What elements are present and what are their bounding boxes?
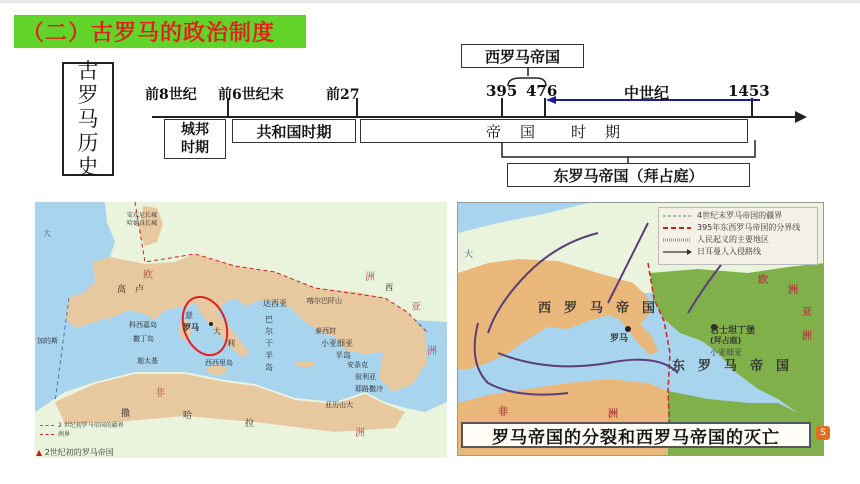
lm-europe: 欧 bbox=[143, 270, 153, 281]
lm-asia-zhou: 洲 bbox=[427, 346, 437, 357]
legend-text: 洲界 bbox=[58, 431, 71, 438]
rm-da: 大 bbox=[464, 250, 474, 260]
rm-constantinople-2: (拜占庭) bbox=[710, 336, 742, 345]
legend-text: 4世纪末罗马帝国的疆界 bbox=[697, 211, 783, 220]
date-395: 395 bbox=[486, 82, 518, 100]
side-char: 历 bbox=[77, 131, 99, 155]
lm-gaul: 高 卢 bbox=[117, 285, 145, 295]
right-map-caption: 罗马帝国的分裂和西罗马帝国的灭亡 bbox=[461, 422, 811, 448]
rm-west-rome: 西 罗 马 帝 国 bbox=[538, 301, 656, 316]
lm-asia-minor-2: 半岛 bbox=[335, 351, 351, 360]
lm-sardinia: 撒丁岛 bbox=[133, 335, 154, 343]
lm-balkan-5: 岛 bbox=[265, 363, 273, 372]
lm-balkan-1: 巴 bbox=[265, 315, 273, 324]
side-char: 古 bbox=[77, 59, 99, 83]
legend-item bbox=[697, 246, 813, 258]
legend-swatches bbox=[663, 212, 693, 262]
legend-item bbox=[40, 430, 124, 439]
west-rome-box: 西罗马帝国 bbox=[461, 44, 584, 68]
triangle-icon: ▲ bbox=[36, 448, 43, 457]
legend-text: 395年东西罗马帝国的分界线 bbox=[697, 223, 801, 232]
legend-item bbox=[697, 234, 813, 246]
era-kingdom-line1: 城邦 bbox=[181, 122, 209, 138]
lm-balkan-3: 干 bbox=[265, 339, 273, 348]
lm-yi: 意 bbox=[185, 311, 193, 320]
lm-antioch: 安条克 bbox=[347, 361, 368, 369]
lm-asia: 亚 bbox=[411, 302, 421, 313]
legend-item bbox=[40, 421, 124, 430]
lm-europe-zhou: 洲 bbox=[365, 272, 375, 283]
era-republic: 共和国时期 bbox=[232, 119, 356, 143]
lm-la: 拉 bbox=[245, 419, 255, 429]
rm-asia-minor: 小亚细亚 bbox=[710, 348, 742, 357]
rm-europe-1: 欧 bbox=[758, 275, 768, 286]
section-title: （二）古罗马的政治制度 bbox=[22, 21, 276, 46]
rm-europe-2: 洲 bbox=[788, 285, 798, 296]
lm-syria: 叙利亚 bbox=[355, 373, 376, 381]
lm-xi: 西 bbox=[385, 283, 393, 292]
right-map-legend bbox=[658, 207, 818, 265]
lm-wall-1: 安东尼长城 bbox=[127, 212, 158, 219]
lm-corsica: 科西嘉岛 bbox=[129, 321, 157, 329]
date-1453: 1453 bbox=[728, 82, 770, 100]
lm-wall-2: 哈德良长城 bbox=[127, 220, 158, 227]
side-char: 罗 bbox=[77, 83, 99, 107]
lm-alexandria: 亚历山大 bbox=[325, 401, 353, 409]
left-map bbox=[35, 202, 447, 458]
lm-da2: 大 bbox=[213, 327, 221, 336]
rm-constantinople-1: 君士坦丁堡 bbox=[710, 326, 756, 336]
lm-rome: 罗马 bbox=[183, 323, 199, 332]
rm-rome: 罗马 bbox=[610, 334, 629, 344]
lm-africa-zhou: 洲 bbox=[355, 428, 365, 439]
lm-africa: 非 bbox=[155, 388, 165, 399]
date-bc8: 前8世纪 bbox=[145, 87, 197, 103]
lm-balkan-2: 尔 bbox=[265, 327, 273, 336]
lm-li: 利 bbox=[227, 339, 235, 348]
rm-asia-2: 洲 bbox=[802, 331, 812, 342]
lm-carthage: 迦太基 bbox=[137, 357, 158, 365]
era-empire: 帝 国 时 期 bbox=[360, 119, 748, 143]
era-kingdom bbox=[164, 119, 226, 159]
lm-sicily: 西西里岛 bbox=[205, 359, 233, 367]
era-kingdom-line2: 时期 bbox=[181, 140, 209, 156]
legend-text: 人民起义的主要地区 bbox=[697, 235, 769, 244]
east-rome-box: 东罗马帝国（拜占庭） bbox=[507, 163, 750, 187]
legend-text: 2 世纪初罗马帝国的疆界 bbox=[58, 422, 124, 429]
rm-africa-1: 非 bbox=[498, 407, 508, 418]
lm-balkan-4: 半 bbox=[265, 351, 273, 360]
lm-ctesiphon: 泰西封 bbox=[315, 327, 336, 335]
lm-ha: 哈 bbox=[183, 411, 193, 421]
left-caption-text: 2世纪初的罗马帝国 bbox=[44, 448, 114, 457]
rm-africa-2: 洲 bbox=[608, 409, 618, 420]
left-map-legend bbox=[40, 421, 124, 439]
lm-jerusalem: 耶路撒冷 bbox=[355, 385, 383, 393]
left-map-drawing bbox=[35, 202, 447, 458]
lm-da: 大 bbox=[43, 229, 51, 238]
lm-asia-minor-1: 小亚细亚 bbox=[321, 339, 353, 348]
legend-item bbox=[697, 210, 813, 222]
date-bc6: 前6世纪末 bbox=[218, 87, 284, 103]
lm-gibraltar: 加的斯 bbox=[37, 337, 58, 345]
page-icon: S bbox=[816, 426, 830, 440]
lm-sa: 撒 bbox=[121, 409, 131, 419]
legend-item bbox=[697, 222, 813, 234]
lm-carpathian: 喀尔巴阡山 bbox=[307, 297, 342, 305]
medieval-label: 中世纪 bbox=[624, 84, 670, 102]
rm-asia-1: 亚 bbox=[802, 307, 812, 318]
rm-east-rome: 东 罗 马 帝 国 bbox=[672, 359, 790, 374]
side-char: 马 bbox=[77, 107, 99, 131]
left-map-caption bbox=[36, 447, 114, 458]
date-476: 476 bbox=[526, 82, 558, 100]
side-char: 史 bbox=[77, 155, 99, 179]
lm-dacia: 达西亚 bbox=[263, 299, 287, 308]
date-bc27: 前27 bbox=[326, 87, 360, 103]
legend-text: 日耳曼人入侵路线 bbox=[697, 247, 761, 256]
